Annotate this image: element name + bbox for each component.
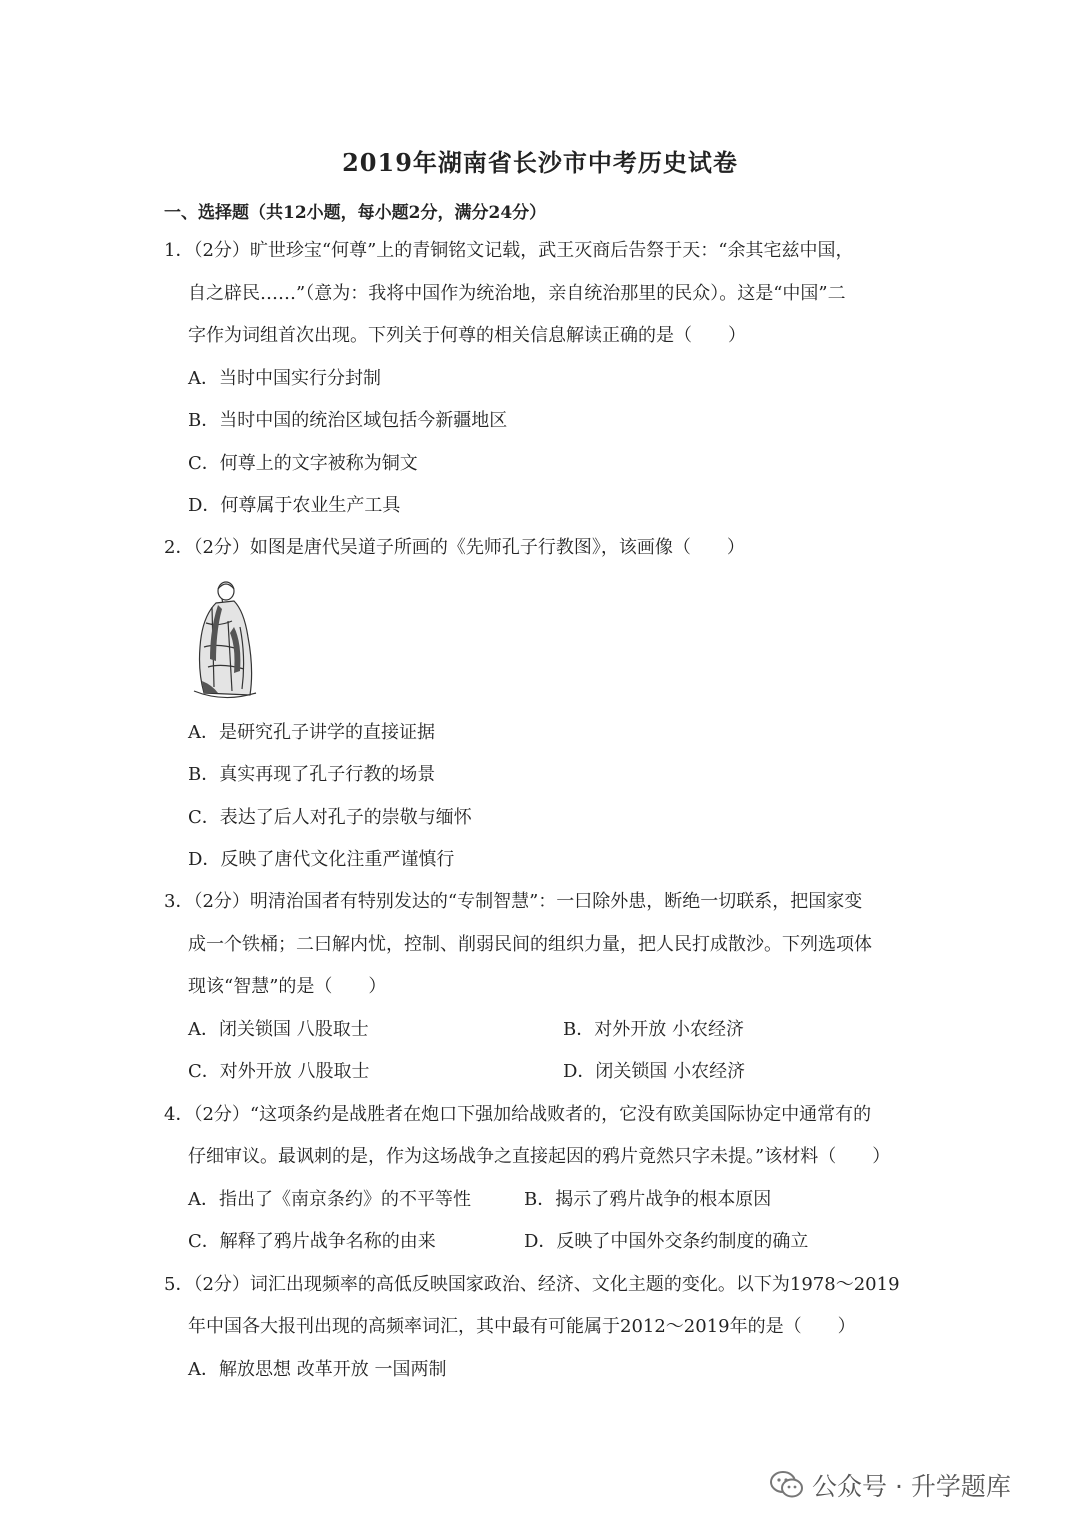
q2-option-d: D．反映了唐代文化注重严谨慎行: [188, 849, 455, 870]
q2-option-a: A．是研究孔子讲学的直接证据: [188, 722, 435, 743]
q1-option-b: B．当时中国的统治区域包括今新疆地区: [188, 410, 508, 431]
q2-option-c: C．表达了后人对孔子的崇敬与缅怀: [188, 807, 472, 828]
q3-option-c: C．对外开放 八股取士: [188, 1061, 370, 1082]
q1-option-d: D．何尊属于农业生产工具: [188, 495, 401, 516]
q2-line-1: 2．（2分）如图是唐代吴道子所画的《先师孔子行教图》，该画像（ ）: [164, 537, 745, 558]
q4-option-b: B．揭示了鸦片战争的根本原因: [524, 1189, 772, 1210]
q5-option-a: A．解放思想 改革开放 一国两制: [188, 1359, 447, 1380]
q1-option-a: A．当时中国实行分封制: [188, 368, 381, 389]
q2-option-b: B．真实再现了孔子行教的场景: [188, 764, 436, 785]
q3-line-1: 3．（2分）明清治国者有特别发达的“专制智慧”：一曰除外患，断绝一切联系，把国家变: [164, 891, 863, 912]
q1-line-1: 1．（2分）旷世珍宝“何尊”上的青铜铭文记载，武王灭商后告祭于天：“余其宅兹中国，: [164, 240, 854, 261]
q5-line-1: 5．（2分）词汇出现频率的高低反映国家政治、经济、文化主题的变化。以下为1978～2019: [164, 1274, 900, 1295]
q4-option-d: D．反映了中国外交条约制度的确立: [524, 1231, 809, 1252]
q4-line-2: 仔细审议。最讽刺的是，作为这场战争之直接起因的鸦片竟然只字未提。”该材料（ ）: [188, 1146, 891, 1167]
q1-option-c: C．何尊上的文字被称为铜文: [188, 453, 418, 474]
confucius-portrait-image: [188, 577, 262, 703]
watermark-text: 公众号 · 升学题库: [812, 1472, 1011, 1501]
watermark: [770, 1467, 1011, 1503]
q3-line-2: 成一个铁桶；二曰解内忧，控制、削弱民间的组织力量，把人民打成散沙。下列选项体: [188, 934, 872, 955]
q4-line-1: 4．（2分）“这项条约是战胜者在炮口下强加给战败者的，它没有欧美国际协定中通常有的: [164, 1104, 872, 1125]
q1-line-3: 字作为词组首次出现。下列关于何尊的相关信息解读正确的是（ ）: [188, 325, 746, 346]
q4-option-c: C．解释了鸦片战争名称的由来: [188, 1231, 436, 1252]
q3-line-3: 现该“智慧”的是（ ）: [188, 976, 387, 997]
wechat-icon: [770, 1470, 804, 1500]
q5-line-2: 年中国各大报刊出现的高频率词汇，其中最有可能属于2012～2019年的是（ ）: [188, 1316, 856, 1337]
q3-option-d: D．闭关锁国 小农经济: [563, 1061, 746, 1082]
page-title: 2019年湖南省长沙市中考历史试卷: [342, 148, 738, 177]
q3-option-a: A．闭关锁国 八股取士: [188, 1019, 369, 1040]
q3-option-b: B．对外开放 小农经济: [563, 1019, 744, 1040]
section-heading: 一、选择题（共12小题，每小题2分，满分24分）: [164, 203, 547, 223]
q4-option-a: A．指出了《南京条约》的不平等性: [188, 1189, 471, 1210]
q1-line-2: 自之辟民……”（意为：我将中国作为统治地，亲自统治那里的民众）。这是“中国”二: [188, 283, 846, 304]
